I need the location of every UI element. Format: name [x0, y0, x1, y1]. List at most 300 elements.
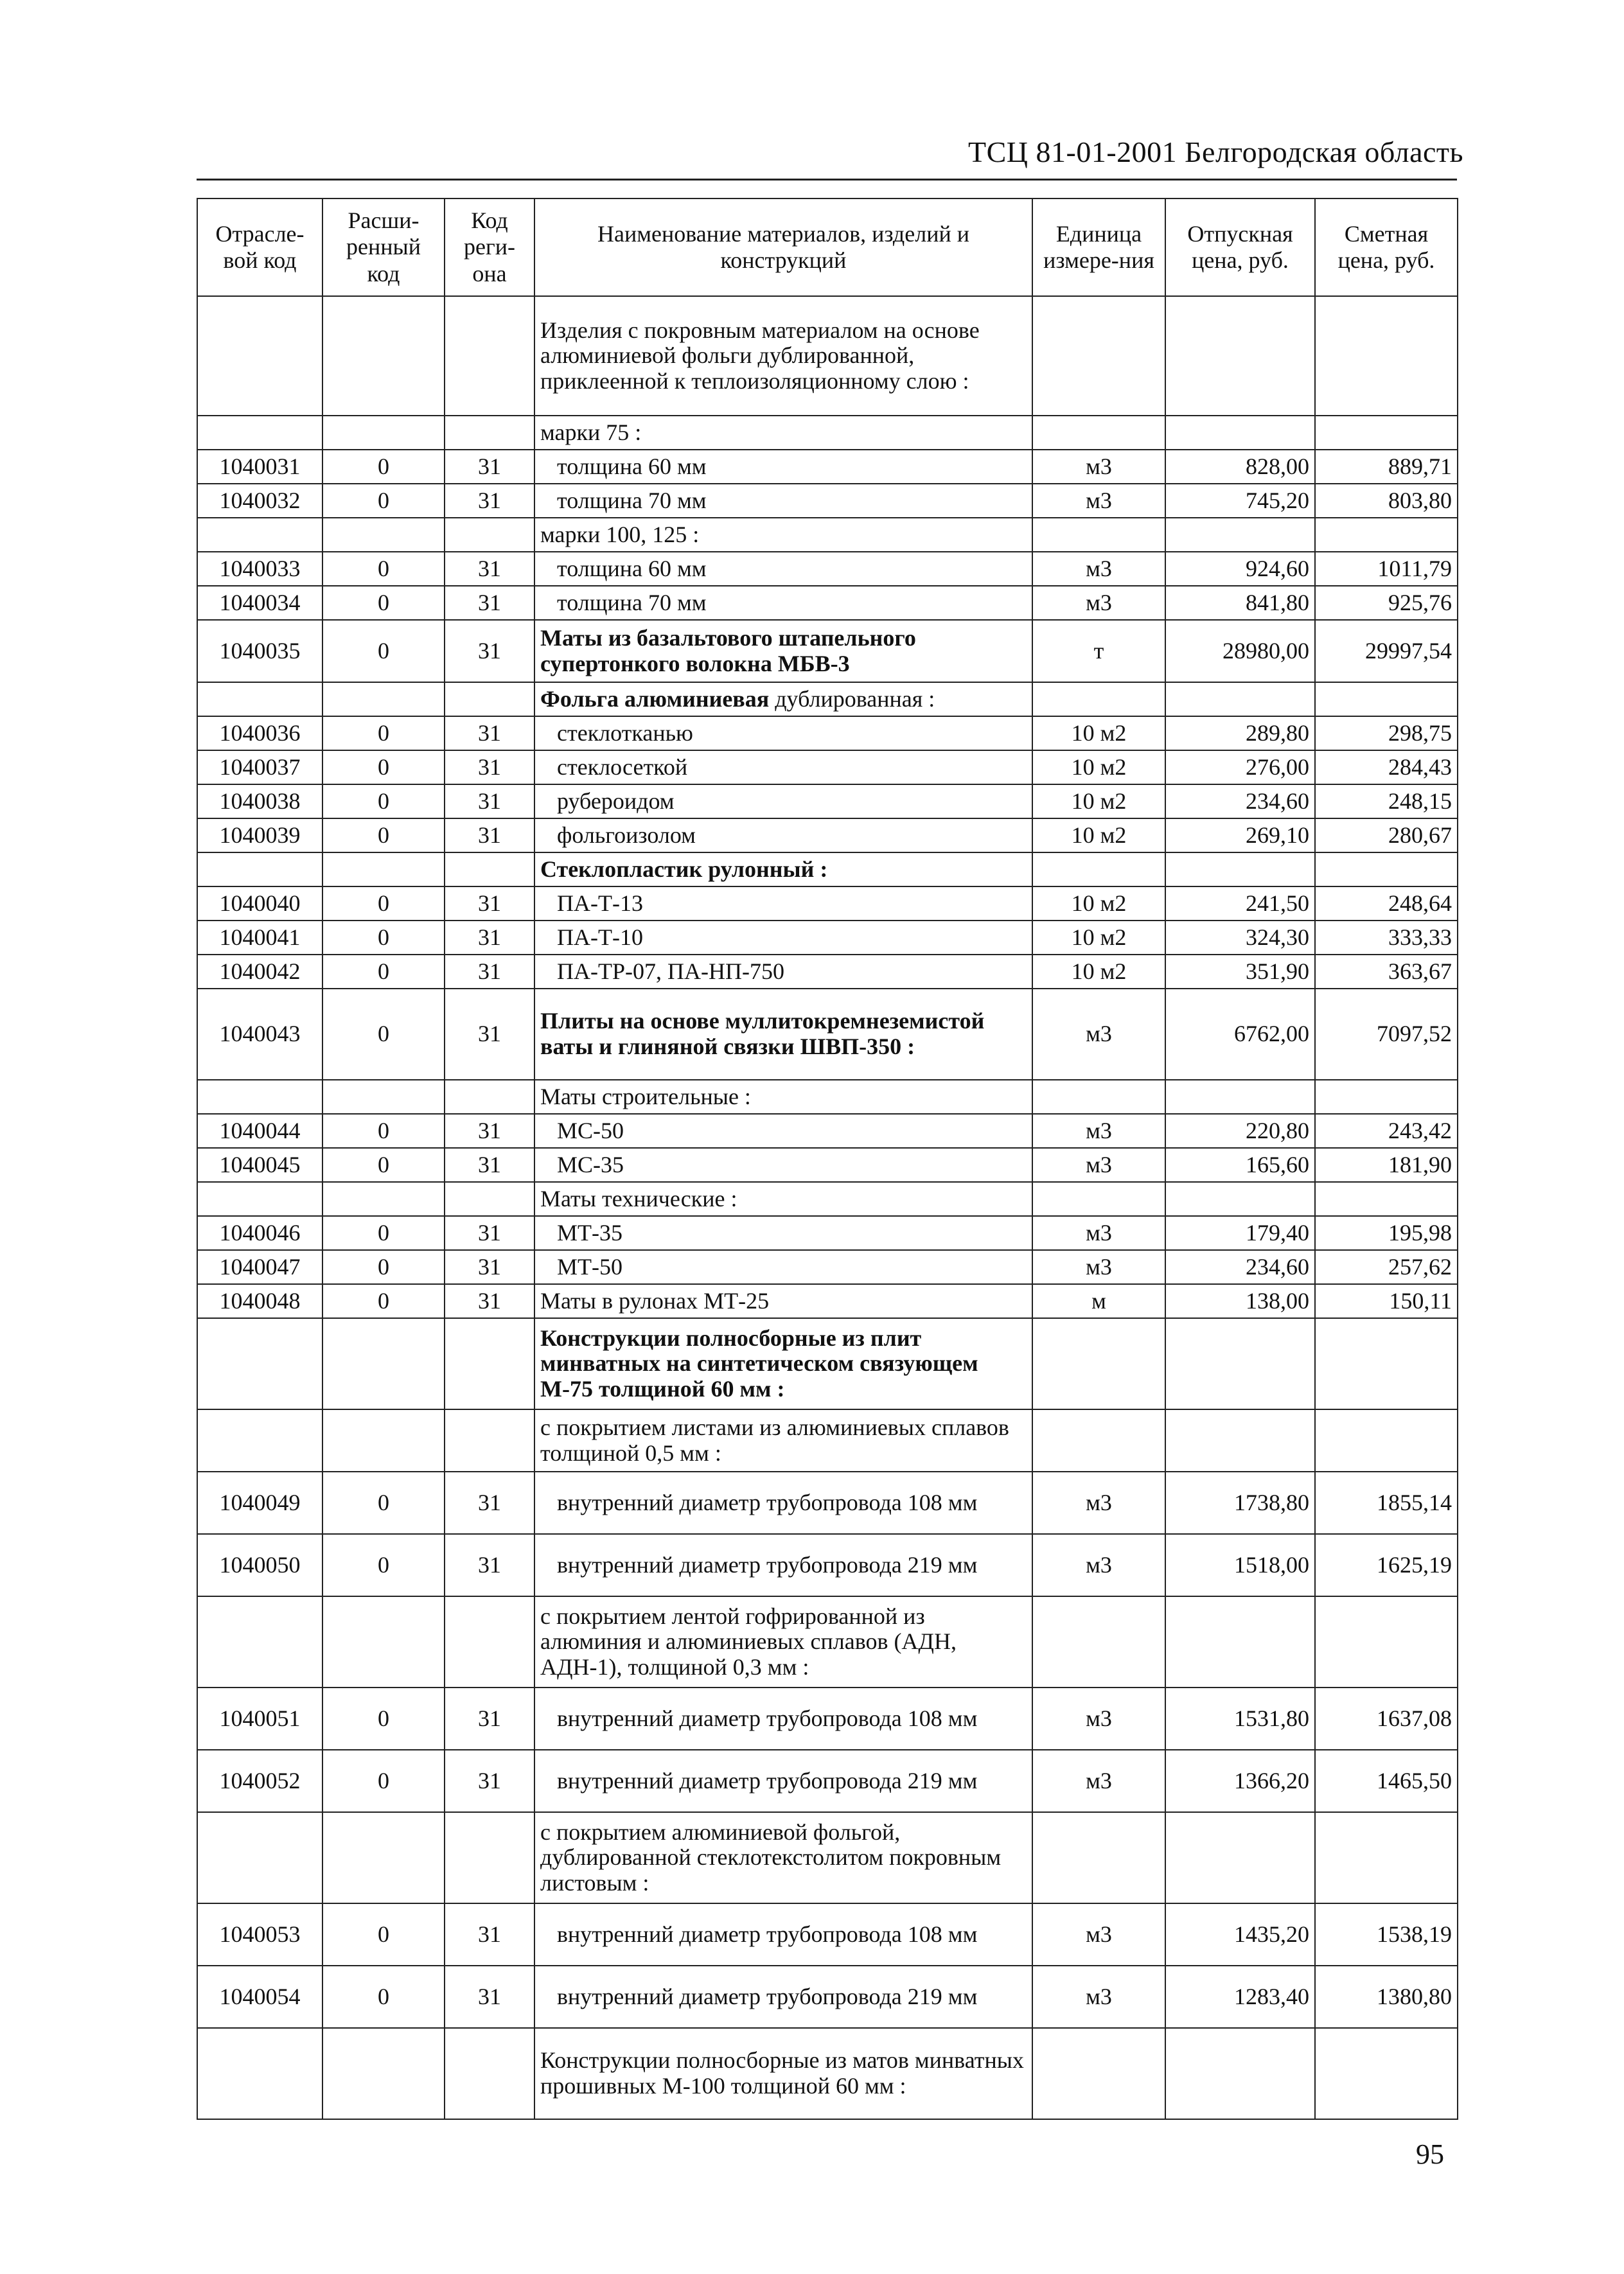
- cell-release-price: 1283,40: [1165, 1966, 1315, 2028]
- cell-name: рубероидом: [534, 784, 1032, 818]
- cell-extended-code: [322, 1080, 445, 1114]
- cell-estimate-price: 29997,54: [1315, 620, 1458, 682]
- cell-name: толщина 70 мм: [534, 586, 1032, 620]
- cell-release-price: 276,00: [1165, 750, 1315, 784]
- cell-name: внутренний диаметр трубопровода 219 мм: [534, 1534, 1032, 1596]
- section-heading-row: [197, 416, 1458, 450]
- cell-region-code: 31: [445, 716, 534, 750]
- cell-name: ПА-Т-13: [534, 886, 1032, 921]
- cell-extended-code: 0: [322, 1216, 445, 1250]
- cell-release-price: [1165, 1080, 1315, 1114]
- cell-estimate-price: 1855,14: [1315, 1472, 1458, 1534]
- cell-extended-code: [322, 1409, 445, 1472]
- cell-region-code: 31: [445, 1148, 534, 1182]
- cell-extended-code: [322, 1182, 445, 1216]
- cell-branch-code: [197, 1318, 322, 1409]
- cell-branch-code: [197, 296, 322, 416]
- cell-extended-code: 0: [322, 1114, 445, 1148]
- cell-branch-code: 1040039: [197, 818, 322, 852]
- cell-name: внутренний диаметр трубопровода 219 мм: [534, 1966, 1032, 2028]
- cell-unit: [1032, 416, 1165, 450]
- cell-region-code: 31: [445, 552, 534, 586]
- cell-estimate-price: 243,42: [1315, 1114, 1458, 1148]
- cell-branch-code: 1040049: [197, 1472, 322, 1534]
- cell-release-price: 220,80: [1165, 1114, 1315, 1148]
- cell-estimate-price: 1538,19: [1315, 1903, 1458, 1966]
- cell-region-code: 31: [445, 750, 534, 784]
- cell-extended-code: [322, 682, 445, 716]
- cell-region-code: 31: [445, 1284, 534, 1318]
- cell-name: стеклосеткой: [534, 750, 1032, 784]
- section-heading-row: [197, 1812, 1458, 1903]
- cell-name: с покрытием алюминиевой фольгой, дублированной стеклотекстолитом покровным листовым :: [534, 1812, 1032, 1903]
- cell-estimate-price: [1315, 2028, 1458, 2119]
- cell-region-code: [445, 1596, 534, 1688]
- cell-release-price: [1165, 1596, 1315, 1688]
- cell-extended-code: 0: [322, 552, 445, 586]
- cell-region-code: 31: [445, 1216, 534, 1250]
- table-row: [197, 921, 1458, 955]
- cell-unit: 10 м2: [1032, 818, 1165, 852]
- cell-name: МС-50: [534, 1114, 1032, 1148]
- cell-estimate-price: 248,15: [1315, 784, 1458, 818]
- cell-extended-code: [322, 518, 445, 552]
- cell-unit: [1032, 1409, 1165, 1472]
- section-heading-row: [197, 296, 1458, 416]
- cell-name: Конструкции полносборные из матов минватных прошивных М-100 толщиной 60 мм :: [534, 2028, 1032, 2119]
- cell-branch-code: 1040043: [197, 989, 322, 1080]
- table-row: [197, 1284, 1458, 1318]
- table-row: [197, 784, 1458, 818]
- cell-extended-code: [322, 1812, 445, 1903]
- cell-region-code: 31: [445, 1114, 534, 1148]
- cell-branch-code: [197, 1409, 322, 1472]
- cell-region-code: 31: [445, 1534, 534, 1596]
- table-row: [197, 1216, 1458, 1250]
- cell-estimate-price: [1315, 1318, 1458, 1409]
- cell-unit: м3: [1032, 586, 1165, 620]
- section-heading-row: [197, 1080, 1458, 1114]
- cell-region-code: 31: [445, 1966, 534, 2028]
- cell-release-price: 241,50: [1165, 886, 1315, 921]
- cell-estimate-price: 889,71: [1315, 450, 1458, 484]
- cell-extended-code: 0: [322, 750, 445, 784]
- cell-region-code: 31: [445, 450, 534, 484]
- table-row: [197, 552, 1458, 586]
- cell-extended-code: 0: [322, 886, 445, 921]
- cell-release-price: 1738,80: [1165, 1472, 1315, 1534]
- cell-branch-code: 1040038: [197, 784, 322, 818]
- cell-unit: [1032, 1812, 1165, 1903]
- cell-release-price: 234,60: [1165, 784, 1315, 818]
- cell-unit: 10 м2: [1032, 886, 1165, 921]
- cell-estimate-price: 1625,19: [1315, 1534, 1458, 1596]
- cell-unit: м3: [1032, 1688, 1165, 1750]
- cell-name: Изделия с покровным материалом на основе алюминиевой фольги дублированной, приклеенной к теплоизоляционному слою :: [534, 296, 1032, 416]
- cell-branch-code: 1040031: [197, 450, 322, 484]
- cell-estimate-price: 280,67: [1315, 818, 1458, 852]
- cell-region-code: 31: [445, 989, 534, 1080]
- cell-extended-code: 0: [322, 484, 445, 518]
- cell-name: Маты строительные :: [534, 1080, 1032, 1114]
- cell-release-price: 324,30: [1165, 921, 1315, 955]
- cell-region-code: [445, 1182, 534, 1216]
- cell-branch-code: 1040046: [197, 1216, 322, 1250]
- cell-name: внутренний диаметр трубопровода 108 мм: [534, 1688, 1032, 1750]
- cell-release-price: 828,00: [1165, 450, 1315, 484]
- cell-extended-code: [322, 852, 445, 886]
- cell-unit: м3: [1032, 1534, 1165, 1596]
- cell-unit: 10 м2: [1032, 955, 1165, 989]
- cell-estimate-price: [1315, 416, 1458, 450]
- page-number: 95: [1416, 2138, 1444, 2170]
- cell-region-code: 31: [445, 1472, 534, 1534]
- cell-unit: м3: [1032, 1472, 1165, 1534]
- cell-estimate-price: 257,62: [1315, 1250, 1458, 1284]
- cell-estimate-price: 284,43: [1315, 750, 1458, 784]
- section-heading-row: [197, 1596, 1458, 1688]
- cell-unit: м3: [1032, 1750, 1165, 1812]
- cell-release-price: 351,90: [1165, 955, 1315, 989]
- section-heading-row: [197, 1409, 1458, 1472]
- cell-name: МС-35: [534, 1148, 1032, 1182]
- cell-name: Плиты на основе муллитокремнеземистой ваты и глиняной связки ШВП-350 :: [534, 989, 1032, 1080]
- cell-region-code: [445, 296, 534, 416]
- col-header-branch-code: Отрасле-вой код: [197, 198, 322, 296]
- cell-branch-code: 1040034: [197, 586, 322, 620]
- table-body: [197, 296, 1458, 2119]
- table-row: [197, 450, 1458, 484]
- col-header-name: Наименование материалов, изделий и конструкций: [534, 198, 1032, 296]
- table-row: [197, 1534, 1458, 1596]
- cell-estimate-price: 363,67: [1315, 955, 1458, 989]
- cell-extended-code: 0: [322, 1750, 445, 1812]
- header-rule: [197, 179, 1457, 181]
- cell-branch-code: 1040053: [197, 1903, 322, 1966]
- section-heading-row: [197, 852, 1458, 886]
- cell-estimate-price: 181,90: [1315, 1148, 1458, 1182]
- cell-release-price: 165,60: [1165, 1148, 1315, 1182]
- cell-estimate-price: 803,80: [1315, 484, 1458, 518]
- table-row: [197, 1250, 1458, 1284]
- cell-unit: 10 м2: [1032, 784, 1165, 818]
- cell-extended-code: [322, 2028, 445, 2119]
- cell-branch-code: 1040041: [197, 921, 322, 955]
- cell-unit: м3: [1032, 552, 1165, 586]
- cell-unit: м3: [1032, 1250, 1165, 1284]
- cell-estimate-price: 1380,80: [1315, 1966, 1458, 2028]
- section-heading-row: [197, 1318, 1458, 1409]
- cell-extended-code: 0: [322, 620, 445, 682]
- cell-region-code: 31: [445, 586, 534, 620]
- cell-extended-code: [322, 296, 445, 416]
- cell-unit: м3: [1032, 989, 1165, 1080]
- cell-region-code: 31: [445, 1688, 534, 1750]
- table-row: [197, 886, 1458, 921]
- cell-region-code: [445, 518, 534, 552]
- cell-branch-code: 1040035: [197, 620, 322, 682]
- cell-name: марки 100, 125 :: [534, 518, 1032, 552]
- cell-branch-code: [197, 682, 322, 716]
- cell-region-code: 31: [445, 784, 534, 818]
- cell-name: марки 75 :: [534, 416, 1032, 450]
- table-row: [197, 586, 1458, 620]
- cell-branch-code: 1040051: [197, 1688, 322, 1750]
- cell-branch-code: 1040033: [197, 552, 322, 586]
- cell-estimate-price: 195,98: [1315, 1216, 1458, 1250]
- cell-branch-code: 1040054: [197, 1966, 322, 2028]
- cell-extended-code: 0: [322, 1534, 445, 1596]
- cell-extended-code: 0: [322, 586, 445, 620]
- cell-extended-code: 0: [322, 921, 445, 955]
- cell-extended-code: [322, 1596, 445, 1688]
- cell-estimate-price: 248,64: [1315, 886, 1458, 921]
- cell-release-price: [1165, 682, 1315, 716]
- cell-branch-code: 1040052: [197, 1750, 322, 1812]
- cell-extended-code: 0: [322, 716, 445, 750]
- bold-prefix: Фольга алюминиевая: [540, 685, 770, 712]
- table-row: [197, 716, 1458, 750]
- cell-name: МТ-35: [534, 1216, 1032, 1250]
- cell-name: стеклотканью: [534, 716, 1032, 750]
- cell-unit: м3: [1032, 1216, 1165, 1250]
- cell-name: внутренний диаметр трубопровода 108 мм: [534, 1472, 1032, 1534]
- cell-extended-code: 0: [322, 955, 445, 989]
- cell-branch-code: 1040045: [197, 1148, 322, 1182]
- cell-region-code: 31: [445, 620, 534, 682]
- cell-region-code: [445, 1318, 534, 1409]
- cell-release-price: [1165, 518, 1315, 552]
- cell-branch-code: 1040036: [197, 716, 322, 750]
- cell-release-price: 179,40: [1165, 1216, 1315, 1250]
- cell-unit: [1032, 1318, 1165, 1409]
- cell-release-price: 1435,20: [1165, 1903, 1315, 1966]
- cell-estimate-price: [1315, 852, 1458, 886]
- table-row: [197, 1966, 1458, 2028]
- table-row: [197, 1903, 1458, 1966]
- cell-estimate-price: 1011,79: [1315, 552, 1458, 586]
- cell-estimate-price: [1315, 296, 1458, 416]
- cell-unit: 10 м2: [1032, 921, 1165, 955]
- cell-extended-code: 0: [322, 1903, 445, 1966]
- cell-unit: м: [1032, 1284, 1165, 1318]
- cell-region-code: [445, 852, 534, 886]
- cell-release-price: 289,80: [1165, 716, 1315, 750]
- cell-name: толщина 60 мм: [534, 450, 1032, 484]
- cell-release-price: 138,00: [1165, 1284, 1315, 1318]
- cell-release-price: [1165, 2028, 1315, 2119]
- cell-branch-code: 1040040: [197, 886, 322, 921]
- cell-region-code: 31: [445, 886, 534, 921]
- section-heading-row: [197, 2028, 1458, 2119]
- col-header-release-price: Отпускная цена, руб.: [1165, 198, 1315, 296]
- cell-release-price: 1531,80: [1165, 1688, 1315, 1750]
- cell-estimate-price: 7097,52: [1315, 989, 1458, 1080]
- table-row: [197, 1688, 1458, 1750]
- cell-release-price: [1165, 1182, 1315, 1216]
- cell-name: ПА-ТР-07, ПА-НП-750: [534, 955, 1032, 989]
- cell-estimate-price: 1637,08: [1315, 1688, 1458, 1750]
- cell-branch-code: 1040050: [197, 1534, 322, 1596]
- cell-branch-code: [197, 1596, 322, 1688]
- cell-branch-code: 1040044: [197, 1114, 322, 1148]
- cell-name: внутренний диаметр трубопровода 219 мм: [534, 1750, 1032, 1812]
- cell-unit: 10 м2: [1032, 750, 1165, 784]
- cell-branch-code: [197, 1812, 322, 1903]
- cell-release-price: 1366,20: [1165, 1750, 1315, 1812]
- table-header-row: [197, 198, 1458, 296]
- section-heading-row: [197, 518, 1458, 552]
- cell-estimate-price: 298,75: [1315, 716, 1458, 750]
- cell-release-price: [1165, 416, 1315, 450]
- cell-region-code: [445, 1812, 534, 1903]
- cell-release-price: 28980,00: [1165, 620, 1315, 682]
- cell-region-code: 31: [445, 484, 534, 518]
- table-row: [197, 1472, 1458, 1534]
- cell-release-price: 1518,00: [1165, 1534, 1315, 1596]
- cell-name: Маты технические :: [534, 1182, 1032, 1216]
- cell-extended-code: 0: [322, 1472, 445, 1534]
- cell-name: толщина 60 мм: [534, 552, 1032, 586]
- cell-branch-code: 1040042: [197, 955, 322, 989]
- cell-branch-code: 1040047: [197, 1250, 322, 1284]
- cell-release-price: 234,60: [1165, 1250, 1315, 1284]
- cell-unit: [1032, 518, 1165, 552]
- cell-unit: [1032, 1080, 1165, 1114]
- table-row: [197, 620, 1458, 682]
- cell-region-code: [445, 1409, 534, 1472]
- cell-name: Фольга алюминиевая дублированная :: [534, 682, 1032, 716]
- cell-estimate-price: [1315, 1409, 1458, 1472]
- cell-extended-code: 0: [322, 989, 445, 1080]
- cell-unit: [1032, 1182, 1165, 1216]
- cell-extended-code: 0: [322, 1966, 445, 2028]
- col-header-estimate-price: Сметная цена, руб.: [1315, 198, 1458, 296]
- section-heading-row: [197, 1182, 1458, 1216]
- table-row: [197, 1114, 1458, 1148]
- cell-extended-code: 0: [322, 1688, 445, 1750]
- cell-unit: м3: [1032, 1903, 1165, 1966]
- cell-estimate-price: 333,33: [1315, 921, 1458, 955]
- cell-extended-code: 0: [322, 450, 445, 484]
- table-row: [197, 1750, 1458, 1812]
- cell-unit: м3: [1032, 484, 1165, 518]
- cell-region-code: 31: [445, 1750, 534, 1812]
- cell-name: ПА-Т-10: [534, 921, 1032, 955]
- cell-estimate-price: [1315, 518, 1458, 552]
- cell-unit: т: [1032, 620, 1165, 682]
- cell-release-price: [1165, 1812, 1315, 1903]
- table-row: [197, 989, 1458, 1080]
- cell-name: с покрытием листами из алюминиевых сплавов толщиной 0,5 мм :: [534, 1409, 1032, 1472]
- cell-release-price: 6762,00: [1165, 989, 1315, 1080]
- cell-extended-code: 0: [322, 1148, 445, 1182]
- cell-branch-code: [197, 1080, 322, 1114]
- col-header-region-code: Код реги-она: [445, 198, 534, 296]
- cell-name: с покрытием лентой гофрированной из алюминия и алюминиевых сплавов (АДН, АДН-1), толщиной 0,3 мм :: [534, 1596, 1032, 1688]
- document-title: ТСЦ 81-01-2001 Белгородская область: [968, 136, 1463, 168]
- cell-estimate-price: [1315, 1182, 1458, 1216]
- table-row: [197, 818, 1458, 852]
- cell-branch-code: 1040048: [197, 1284, 322, 1318]
- cell-name: Маты в рулонах МТ-25: [534, 1284, 1032, 1318]
- cell-branch-code: [197, 852, 322, 886]
- cell-extended-code: 0: [322, 818, 445, 852]
- cell-branch-code: [197, 2028, 322, 2119]
- cell-unit: [1032, 296, 1165, 416]
- col-header-extended-code: Расши-ренный код: [322, 198, 445, 296]
- cell-region-code: 31: [445, 1250, 534, 1284]
- cell-name: Конструкции полносборные из плит минватных на синтетическом связующем М-75 толщиной 60 мм :: [534, 1318, 1032, 1409]
- cell-region-code: 31: [445, 955, 534, 989]
- cell-branch-code: 1040032: [197, 484, 322, 518]
- cell-release-price: [1165, 296, 1315, 416]
- table-row: [197, 955, 1458, 989]
- cell-extended-code: [322, 1318, 445, 1409]
- cell-name: фольгоизолом: [534, 818, 1032, 852]
- cell-release-price: 924,60: [1165, 552, 1315, 586]
- cell-estimate-price: [1315, 1080, 1458, 1114]
- cell-region-code: [445, 682, 534, 716]
- cell-region-code: 31: [445, 1903, 534, 1966]
- cell-unit: м3: [1032, 1114, 1165, 1148]
- cell-branch-code: [197, 416, 322, 450]
- cell-release-price: [1165, 852, 1315, 886]
- table-row: [197, 484, 1458, 518]
- cell-estimate-price: [1315, 1596, 1458, 1688]
- cell-estimate-price: 1465,50: [1315, 1750, 1458, 1812]
- cell-release-price: 269,10: [1165, 818, 1315, 852]
- cell-unit: м3: [1032, 1148, 1165, 1182]
- cell-extended-code: 0: [322, 1250, 445, 1284]
- cell-estimate-price: 150,11: [1315, 1284, 1458, 1318]
- table-row: [197, 750, 1458, 784]
- cell-unit: [1032, 1596, 1165, 1688]
- cell-region-code: 31: [445, 921, 534, 955]
- cell-name: Маты из базальтового штапельного супертонкого волокна МБВ-3: [534, 620, 1032, 682]
- cell-name: МТ-50: [534, 1250, 1032, 1284]
- cell-branch-code: 1040037: [197, 750, 322, 784]
- cell-region-code: [445, 1080, 534, 1114]
- cell-region-code: [445, 416, 534, 450]
- cell-release-price: 745,20: [1165, 484, 1315, 518]
- cell-estimate-price: 925,76: [1315, 586, 1458, 620]
- cell-extended-code: 0: [322, 784, 445, 818]
- cell-unit: [1032, 852, 1165, 886]
- cell-estimate-price: [1315, 682, 1458, 716]
- cell-unit: [1032, 682, 1165, 716]
- cell-unit: 10 м2: [1032, 716, 1165, 750]
- cell-release-price: [1165, 1409, 1315, 1472]
- cell-branch-code: [197, 1182, 322, 1216]
- cell-region-code: 31: [445, 818, 534, 852]
- section-heading-row: [197, 682, 1458, 716]
- col-header-unit: Единица измере-ния: [1032, 198, 1165, 296]
- cell-release-price: [1165, 1318, 1315, 1409]
- cell-unit: м3: [1032, 1966, 1165, 2028]
- cell-unit: м3: [1032, 450, 1165, 484]
- cell-name: толщина 70 мм: [534, 484, 1032, 518]
- table-row: [197, 1148, 1458, 1182]
- cell-extended-code: [322, 416, 445, 450]
- cell-estimate-price: [1315, 1812, 1458, 1903]
- cell-name: Стеклопластик рулонный :: [534, 852, 1032, 886]
- cell-extended-code: 0: [322, 1284, 445, 1318]
- cell-region-code: [445, 2028, 534, 2119]
- cell-release-price: 841,80: [1165, 586, 1315, 620]
- cell-branch-code: [197, 518, 322, 552]
- price-table: [197, 198, 1458, 2120]
